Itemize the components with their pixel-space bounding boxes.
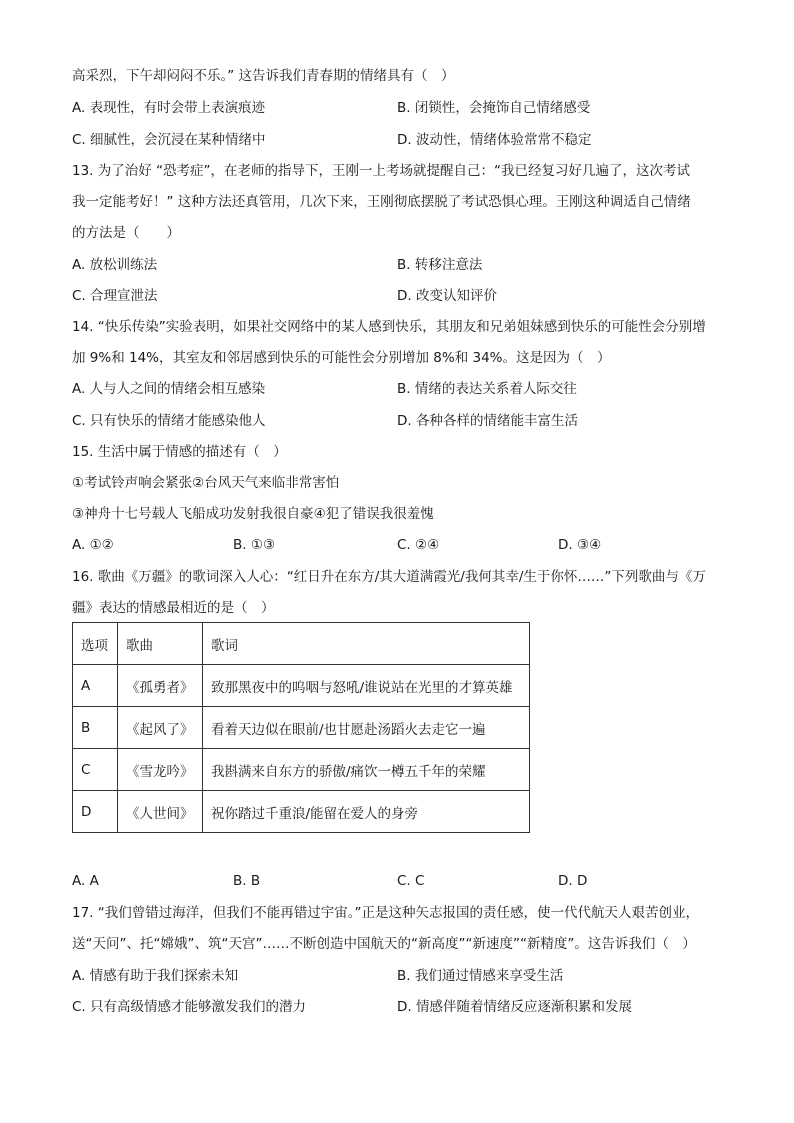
q17-option-c: C. 只有高级情感才能够激发我们的潜力 — [72, 999, 307, 1015]
q15-option-c: C. ②④ — [397, 537, 440, 553]
q17-stem-line1: 17. “我们曾错过海洋，但我们不能再错过宇宙。”正是这种矢志报国的责任感，使一代代航天人艰苦创业， — [72, 905, 699, 921]
table-header-row — [73, 623, 530, 665]
header-song: 歌曲 — [118, 623, 203, 665]
q13-option-a: A. 放松训练法 — [72, 257, 158, 273]
table-row — [73, 791, 530, 833]
row-song: 《孤勇者》 — [118, 665, 203, 707]
q16-option-c: C. C — [397, 873, 425, 889]
q12-stem-end: 高采烈，下午却闷闷不乐。” 这告诉我们青春期的情绪具有（ ） — [72, 68, 455, 84]
row-option: D — [73, 791, 118, 833]
q17-option-b: B. 我们通过情感来享受生活 — [397, 968, 564, 984]
q12-option-d: D. 波动性，情绪体验常常不稳定 — [397, 132, 592, 148]
row-song: 《起风了》 — [118, 707, 203, 749]
q15-item-line1: ①考试铃声响会紧张②台风天气来临非常害怕 — [72, 475, 340, 491]
q16-option-b: B. B — [233, 873, 261, 889]
q14-stem-line2: 加 9%和 14%，其室友和邻居感到快乐的可能性会分别增加 8%和 34%。这是因为（ ） — [72, 350, 611, 366]
q13-option-d: D. 改变认知评价 — [397, 288, 497, 304]
q17-stem-line2: 送“天问”、托“嫦娥”、筑“天宫”……不断创造中国航天的“新高度”“新速度”“新精度”。这告诉我们（ ） — [72, 936, 696, 952]
q15-stem: 15. 生活中属于情感的描述有（ ） — [72, 444, 287, 460]
row-lyrics: 我斟满来自东方的骄傲/痛饮一樽五千年的荣耀 — [203, 749, 530, 791]
q17-option-d: D. 情感伴随着情绪反应逐渐积累和发展 — [397, 999, 632, 1015]
song-table — [72, 622, 530, 833]
row-option: A — [73, 665, 118, 707]
q16-stem-line1: 16. 歌曲《万疆》的歌词深入人心：“红日升在东方/其大道满霞光/我何其幸/生于你怀……”下列歌曲与《万 — [72, 569, 706, 585]
q13-stem-line1: 13. 为了治好 “恐考症”，在老师的指导下，王刚一上考场就提醒自己：“我已经复习好几遍了，这次考试 — [72, 163, 691, 179]
q14-option-a: A. 人与人之间的情绪会相互感染 — [72, 381, 266, 397]
row-option: B — [73, 707, 118, 749]
row-lyrics: 看着天边似在眼前/也甘愿赴汤蹈火去走它一遍 — [203, 707, 530, 749]
header-lyrics: 歌词 — [203, 623, 530, 665]
q15-option-d: D. ③④ — [558, 537, 602, 553]
table-row — [73, 665, 530, 707]
q16-option-d: D. D — [558, 873, 588, 889]
q16-stem-line2: 疆》表达的情感最相近的是（ ） — [72, 600, 275, 616]
row-song: 《人世间》 — [118, 791, 203, 833]
q12-option-c: C. 细腻性，会沉浸在某种情绪中 — [72, 132, 266, 148]
q13-stem-line3: 的方法是（ ） — [72, 225, 180, 241]
q13-option-c: C. 合理宣泄法 — [72, 288, 158, 304]
q13-option-b: B. 转移注意法 — [397, 257, 483, 273]
row-option: C — [73, 749, 118, 791]
q12-option-b: B. 闭锁性，会掩饰自己情绪感受 — [397, 100, 591, 116]
table-row — [73, 707, 530, 749]
q12-option-a: A. 表现性，有时会带上表演痕迹 — [72, 100, 266, 116]
q14-stem-line1: 14. “快乐传染”实验表明，如果社交网络中的某人感到快乐，其朋友和兄弟姐妹感到快乐的可能性会分别增 — [72, 319, 706, 335]
table-row — [73, 749, 530, 791]
header-option: 选项 — [73, 623, 118, 665]
q16-option-a: A. A — [72, 873, 99, 889]
q15-option-b: B. ①③ — [233, 537, 276, 553]
row-song: 《雪龙吟》 — [118, 749, 203, 791]
q14-option-b: B. 情绪的表达关系着人际交往 — [397, 381, 577, 397]
row-lyrics: 祝你踏过千重浪/能留在爱人的身旁 — [203, 791, 530, 833]
q14-option-d: D. 各种各样的情绪能丰富生活 — [397, 413, 578, 429]
row-lyrics: 致那黑夜中的呜咽与怒吼/谁说站在光里的才算英雄 — [203, 665, 530, 707]
q15-item-line2: ③神舟十七号载人飞船成功发射我很自豪④犯了错误我很羞愧 — [72, 506, 434, 522]
q15-option-a: A. ①② — [72, 537, 114, 553]
q13-stem-line2: 我一定能考好！” 这种方法还真管用，几次下来，王刚彻底摆脱了考试恐惧心理。王刚这种调适自己情绪 — [72, 194, 691, 210]
q14-option-c: C. 只有快乐的情绪才能感染他人 — [72, 413, 266, 429]
q17-option-a: A. 情感有助于我们探索未知 — [72, 968, 239, 984]
